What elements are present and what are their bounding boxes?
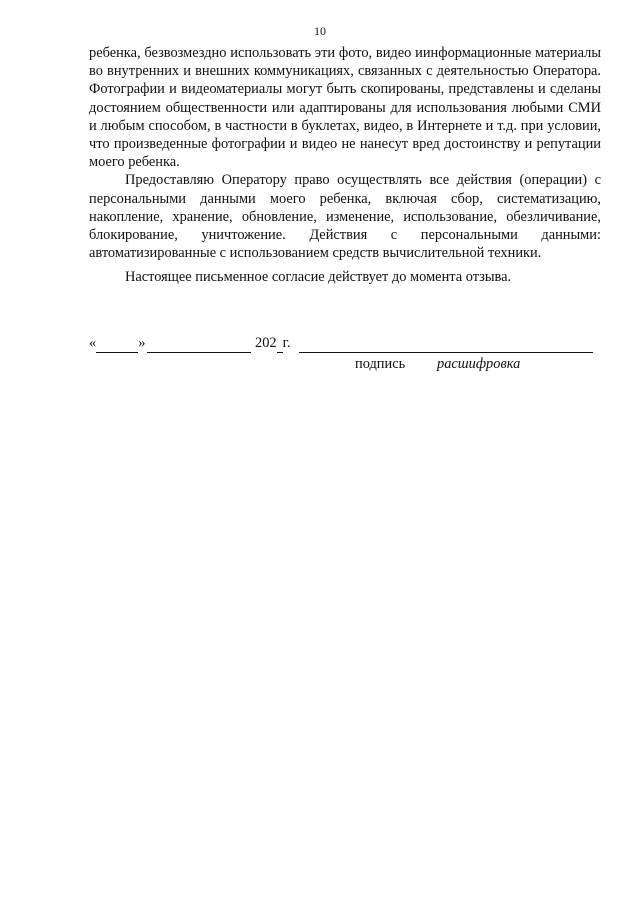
quote-close: » bbox=[138, 335, 146, 351]
quote-open: « bbox=[89, 335, 97, 351]
signature-captions bbox=[0, 355, 640, 373]
signature-blank bbox=[299, 338, 593, 353]
page-number: 10 bbox=[314, 24, 326, 38]
paragraph-personal-data: Предоставляю Оператору право осуществлять все действия (операции) с персональными данными моего ребенка, включая сбор, систематизацию, накопление, хранение, обновление, изменение, использование, обезличивание, блокирование, уничтожение. Действия с персональными данными: автоматизированные с использованием средств вычислительной техники. bbox=[89, 172, 601, 262]
year-prefix: 202 bbox=[255, 335, 277, 351]
document-body bbox=[89, 44, 601, 287]
month-blank bbox=[147, 338, 251, 353]
paragraph-validity: Настоящее письменное согласие действует до момента отзыва. bbox=[125, 269, 512, 286]
paragraph-consent-media: ребенка, безвозмездно использовать эти фото, видео иинформационные материалы во внутренних и внешних коммуникациях, связанных с деятельностью Оператора. Фотографии и видеоматериалы могут быть скопированы, представлены и сделаны достоянием общественности или адаптированы для использования любыми СМИ и любым способом, в частности в буклетах, видео, в Интернете и т.д. при условии, что произведенные фотографии и видео не нанесут вред достоинству и репутации моего ребенка. bbox=[89, 45, 601, 171]
caption-decoding: расшифровка bbox=[437, 356, 521, 372]
year-suffix: г. bbox=[282, 335, 291, 351]
signature-date-line bbox=[89, 333, 601, 353]
day-blank bbox=[96, 338, 138, 353]
caption-signature: подпись bbox=[355, 356, 406, 372]
